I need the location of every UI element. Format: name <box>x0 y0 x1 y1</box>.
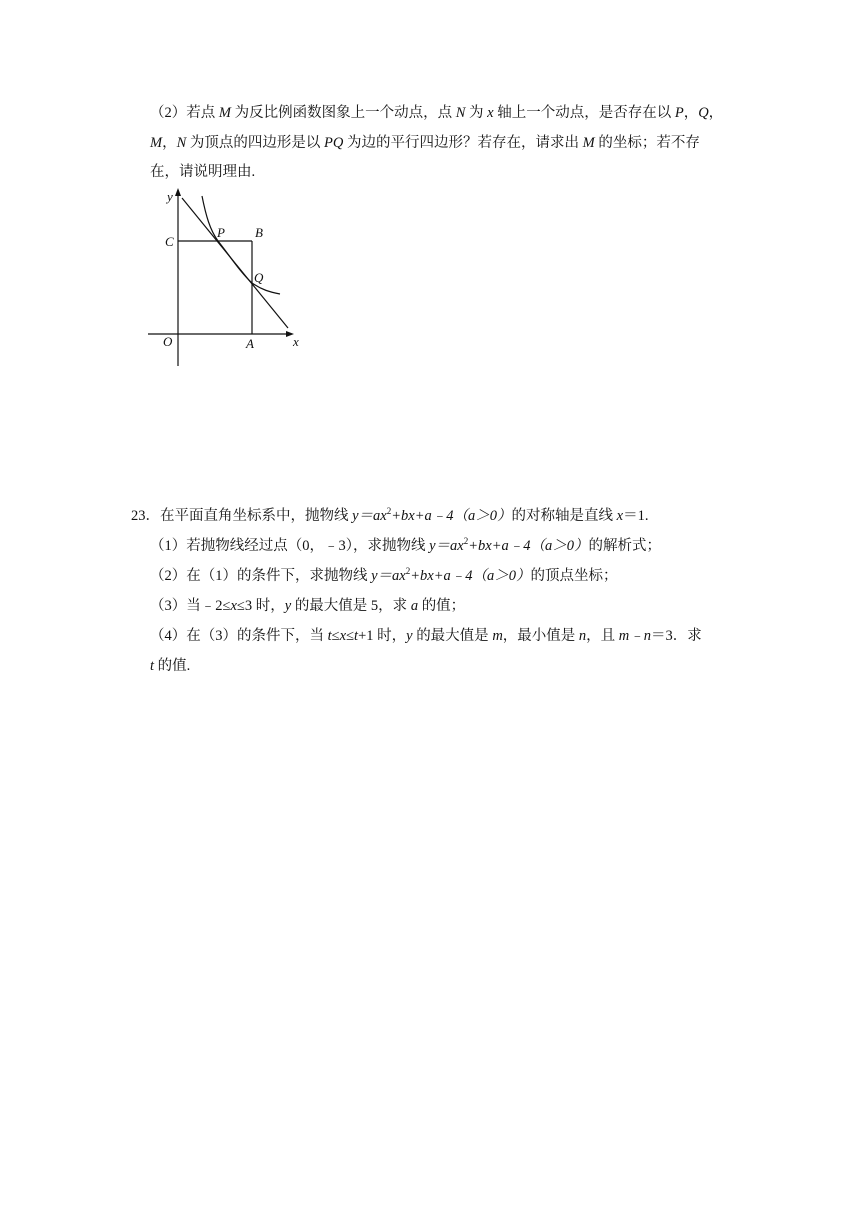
coordinate-figure <box>140 186 310 372</box>
q23-sub1: （1）若抛物线经过点（0，﹣3），求抛物线 $y=ax^2+bx+a﹣4(a>0)$的解析式； <box>150 536 662 554</box>
hyperbola-curve <box>202 196 280 294</box>
label-B: B <box>255 225 263 240</box>
label-y: y <box>167 189 173 204</box>
label-P: P <box>217 225 225 240</box>
q23-intro: 23．在平面直角坐标系中，抛物线 $y=ax^2+bx+a﹣4(a>0)$的对称轴是直线 x＝1. <box>131 506 649 524</box>
q23-sub2: （2）在（1）的条件下，求抛物线 $y=ax^2+bx+a﹣4(a>0)$的顶点坐标； <box>150 566 618 584</box>
q23-sub4: （4）在（3）的条件下，当 t≤x≤t+1 时，y 的最大值是 m，最小值是 n，且 m﹣n＝3．求 <box>150 628 702 644</box>
part2-line-3: 在，请说明理由. <box>150 164 256 180</box>
part2-line-2: M，N 为顶点的四边形是以 PQ 为边的平行四边形？若存在，请求出 M 的坐标；若不存 <box>150 135 700 151</box>
q23-sub4-line2: t 的值. <box>150 658 191 674</box>
label-O: O <box>163 334 173 349</box>
q23-number: 23． <box>131 508 160 524</box>
label-x: x <box>293 334 299 349</box>
q23-sub3: （3）当﹣2≤x≤3 时，y 的最大值是 5，求 a 的值； <box>150 598 466 614</box>
label-A: A <box>246 336 254 351</box>
label-C: C <box>165 234 174 249</box>
y-axis-arrow <box>175 188 181 196</box>
label-Q: Q <box>254 270 264 285</box>
part2-line-1: （2）若点 M 为反比例函数图象上一个动点，点 N 为 x 轴上一个动点，是否存在以 P，Q， <box>150 105 724 121</box>
